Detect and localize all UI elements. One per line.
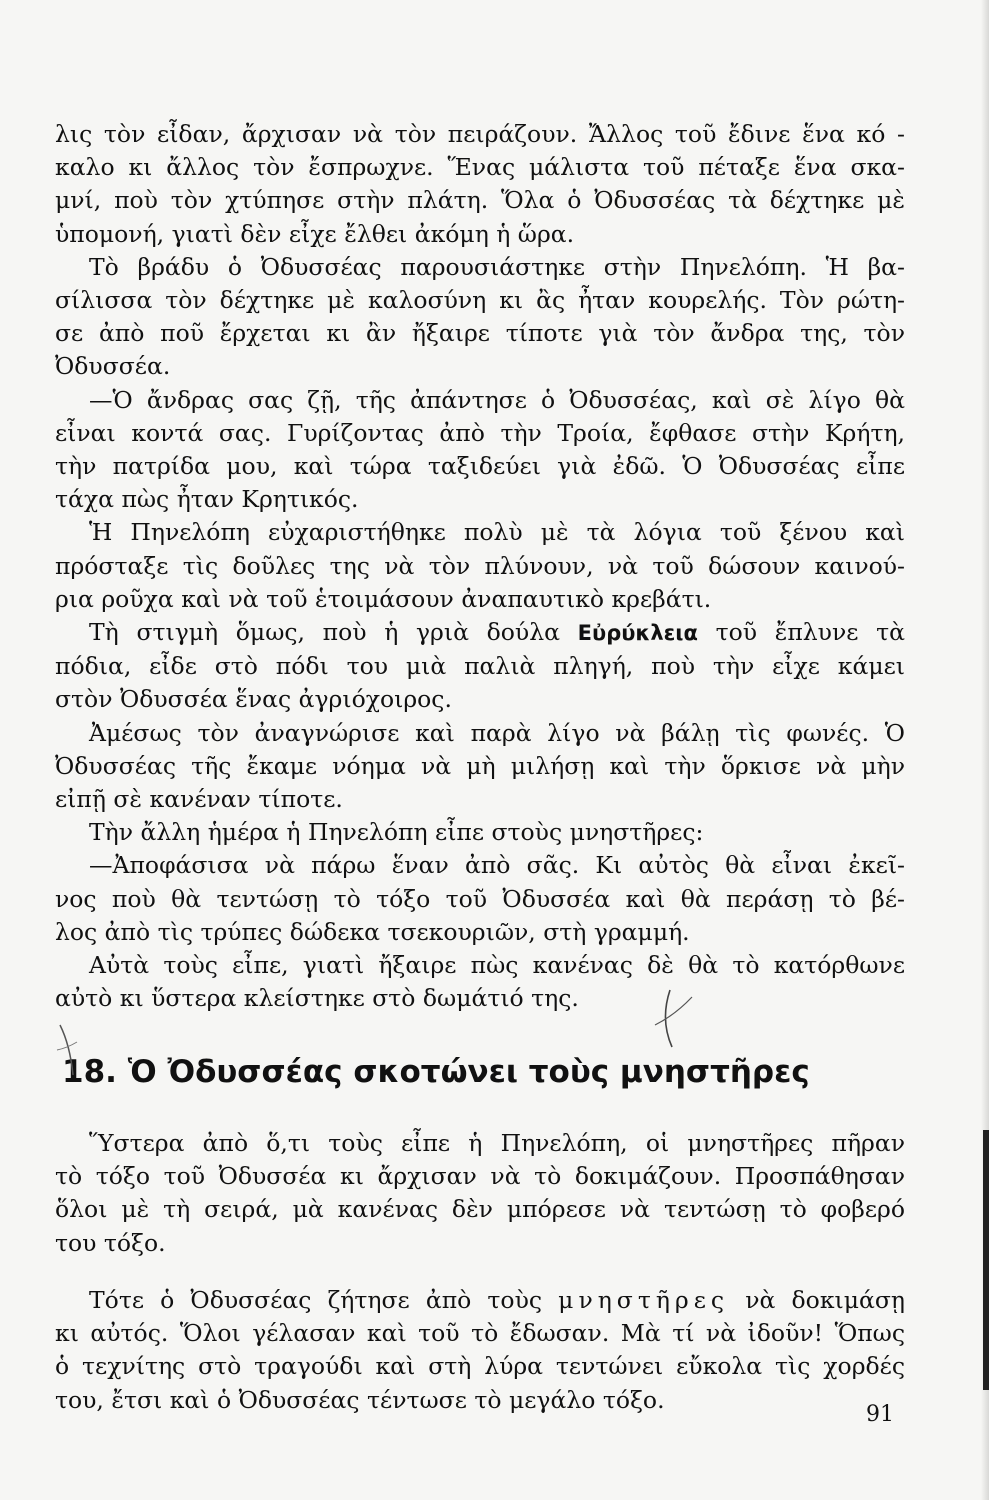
text-line: σε ἀπὸ ποῦ ἔρχεται κι ἂν ἤξαιρε τίποτε γιὰ τὸν ἄνδρα της, τὸν <box>55 319 905 348</box>
body-text-bottom <box>55 1103 905 1441</box>
text-line: λις τὸν εἶδαν, ἄρχισαν νὰ τὸν πειράζουν. Ἄλλος τοῦ ἔδινε ἕνα κό - <box>55 120 905 148</box>
paragraph <box>55 1284 905 1418</box>
text-line: τὴν πατρίδα μου, καὶ τώρα ταξιδεύει γιὰ ἐδῶ. Ὁ Ὀδυσσέας εἶπε <box>55 452 905 481</box>
paragraph <box>55 816 905 849</box>
chapter-title: Ὁ Ὀδυσσέας σκοτώνει τοὺς μνηστῆρες <box>127 1054 810 1090</box>
text-line: ὁ τεχνίτης στὸ τραγούδι καὶ στὴ λύρα τεντώνει εὔκολα τὶς χορδές <box>55 1352 905 1381</box>
text-line: νος ποὺ θὰ τεντώσῃ τὸ τόξο τοῦ Ὀδυσσέα καὶ θὰ περάσῃ τὸ βέ- <box>55 884 905 913</box>
paragraph <box>55 516 905 616</box>
text-line: Τὸ βράδυ ὁ Ὀδυσσέας παρουσιάστηκε στὴν Πηνελόπη. Ἡ βα- <box>89 252 905 281</box>
paragraph <box>55 717 905 817</box>
highlighted-name: Εὐρύκλεια <box>577 621 698 646</box>
text-line: πρόσταξε τὶς δοῦλες της νὰ τὸν πλύνουν, νὰ τοῦ δώσουν καινού- <box>55 551 905 580</box>
text-line: Αὐτὰ τοὺς εἶπε, γιατὶ ἤξαιρε πὼς κανένας δὲ θὰ τὸ κατόρθωνε <box>89 951 905 980</box>
text-line: στὸν Ὀδυσσέα ἕνας ἀγριόχοιρος. <box>55 685 452 714</box>
text-line: ὑπομονή, γιατὶ δὲν εἶχε ἔλθει ἀκόμη ἡ ὥρα. <box>55 219 575 248</box>
paragraph <box>55 616 905 717</box>
text-line: Τὴ στιγμὴ ὅμως, ποὺ ἡ γριὰ δούλα Εὐρύκλεια τοῦ ἔπλυνε τὰ <box>89 618 905 647</box>
text-line: εἶναι κοντά σας. Γυρίζοντας ἀπὸ τὴν Τροία, ἔφθασε στὴν Κρήτη, <box>55 418 905 447</box>
emphasized-word: μνηστῆρες <box>558 1285 730 1314</box>
text-line: μνί, ποὺ τὸν χτύπησε στὴν πλάτη. Ὅλα ὁ Ὀδυσσέας τὰ δέχτηκε μὲ <box>55 186 905 215</box>
text-line: ὅλοι μὲ τὴ σειρά, μὰ κανένας δὲν μπόρεσε νὰ τεντώσῃ τὸ φοβερό <box>55 1195 905 1224</box>
paragraph <box>55 849 905 949</box>
text-line: λος ἀπὸ τὶς τρύπες δώδεκα τσεκουριῶν, στὴ γραμμή. <box>55 917 690 946</box>
text-line: σίλισσα τὸν δέχτηκε μὲ καλοσύνη κι ἂς ἦταν κουρελής. Τὸν ρώτη- <box>55 286 905 315</box>
chapter-heading <box>62 1052 922 1092</box>
text-line: τὸ τόξο τοῦ Ὀδυσσέα κι ἄρχισαν νὰ τὸ δοκιμάζουν. Προσπάθησαν <box>55 1161 905 1190</box>
text-line: πόδια, εἶδε στὸ πόδι του μιὰ παλιὰ πληγή, ποὺ τὴν εἶχε κάμει <box>55 652 905 681</box>
page-number: 91 <box>866 1402 894 1427</box>
text-line: καλο κι ἄλλος τὸν ἔσπρωχνε. Ἕνας μάλιστα τοῦ πέταξε ἕνα σκα- <box>55 153 905 182</box>
text-line: τάχα πὼς ἦταν Κρητικός. <box>55 485 359 514</box>
text-line: αὐτὸ κι ὕστερα κλείστηκε στὸ δωμάτιό της. <box>55 984 579 1013</box>
page-edge-shadow <box>983 1130 989 1390</box>
paragraph <box>55 949 905 1015</box>
body-text-top <box>55 118 905 1015</box>
text-line: Ἡ Πηνελόπη εὐχαριστήθηκε πολὺ μὲ τὰ λόγια τοῦ ξένου καὶ <box>89 518 905 547</box>
paragraph <box>55 1127 905 1261</box>
text-line: Τὴν ἄλλη ἡμέρα ἡ Πηνελόπη εἶπε στοὺς μνηστῆρες: <box>89 818 704 847</box>
chapter-number: 18. <box>62 1054 117 1090</box>
text-line: ρια ροῦχα καὶ νὰ τοῦ ἑτοιμάσουν ἀναπαυτικὸ κρεβάτι. <box>55 584 712 613</box>
text-line: του τόξο. <box>55 1228 166 1257</box>
text-line: Ὕστερα ἀπὸ ὅ,τι τοὺς εἶπε ἡ Πηνελόπη, οἱ μνηστῆρες πῆραν <box>89 1128 905 1157</box>
text-line: Ἀμέσως τὸν ἀναγνώρισε καὶ παρὰ λίγο νὰ βάλῃ τὶς φωνές. Ὁ <box>89 718 905 747</box>
paragraph <box>55 384 905 517</box>
text-line: —Ὁ ἄνδρας σας ζῇ, τῆς ἀπάντησε ὁ Ὀδυσσέας, καὶ σὲ λίγο θὰ <box>89 385 905 414</box>
text-line: εἰπῇ σὲ κανέναν τίποτε. <box>55 785 343 814</box>
paragraph <box>55 251 905 384</box>
text-line: κι αὐτός. Ὅλοι γέλασαν καὶ τοῦ τὸ ἔδωσαν. Μὰ τί νὰ ἰδοῦν! Ὅπως <box>55 1319 905 1348</box>
text-line: Ὀδυσσέα. <box>55 352 171 381</box>
text-line: Τότε ὁ Ὀδυσσέας ζήτησε ἀπὸ τοὺς μνηστῆρες νὰ δοκιμάσῃ <box>89 1285 905 1314</box>
paragraph <box>55 118 905 251</box>
text-line: —Ἀποφάσισα νὰ πάρω ἕναν ἀπὸ σᾶς. Κι αὐτὸς θὰ εἶναι ἐκεῖ- <box>89 851 905 880</box>
text-line: Ὀδυσσέας τῆς ἔκαμε νόημα νὰ μὴ μιλήσῃ καὶ τὴν ὅρκισε νὰ μὴν <box>55 751 905 780</box>
text-line: του, ἔτσι καὶ ὁ Ὀδυσσέας τέντωσε τὸ μεγάλο τόξο. <box>55 1385 665 1414</box>
